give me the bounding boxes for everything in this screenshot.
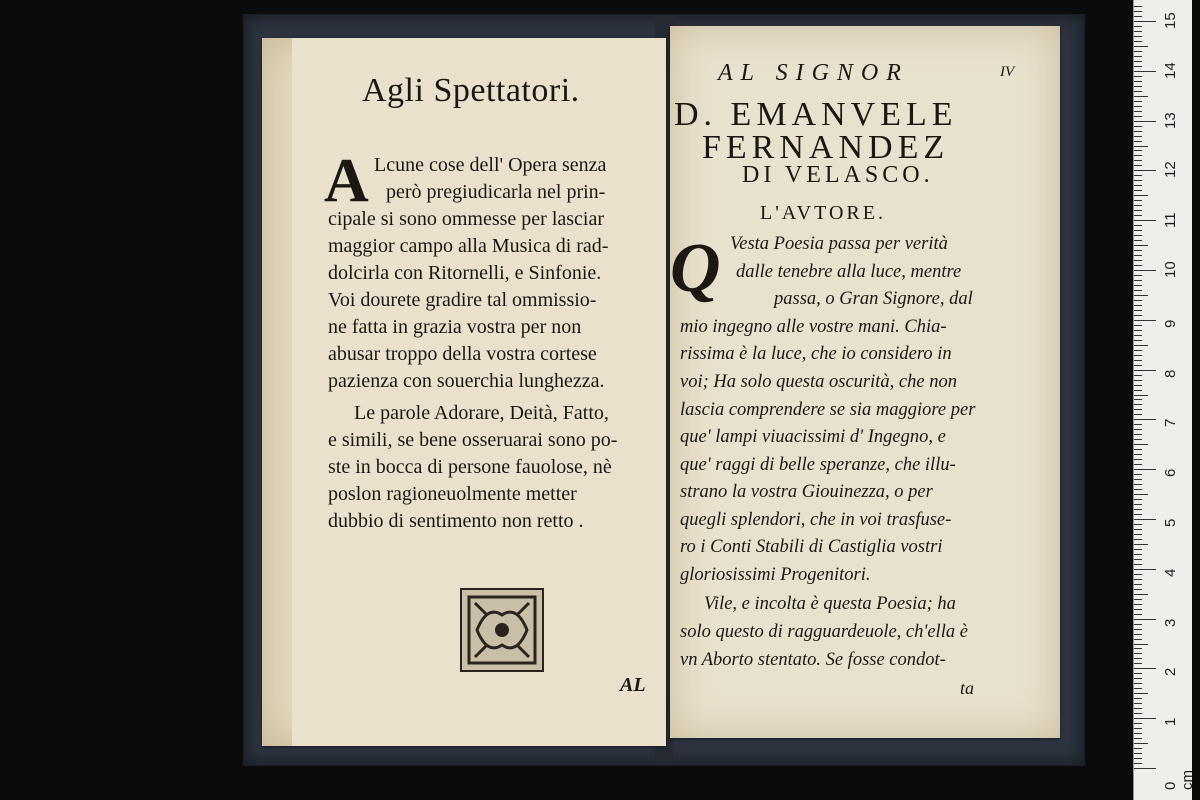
ruler-tick: [1134, 260, 1142, 261]
ruler-tick: [1134, 619, 1156, 620]
ruler-tick: [1134, 61, 1142, 62]
ruler-tick: [1134, 305, 1142, 306]
left-line: dolcirla con Ritornelli, e Sinfonie.: [328, 262, 602, 284]
left-line: abusar troppo della vostra cortese: [328, 343, 597, 365]
right-line: passa, o Gran Signore, dal: [774, 289, 973, 309]
ruler-tick: [1134, 91, 1142, 92]
ruler-tick: [1134, 96, 1148, 97]
ruler-label: 6: [1162, 468, 1179, 478]
ruler-tick: [1134, 320, 1156, 321]
ruler-tick: [1134, 185, 1142, 186]
ruler-tick: [1134, 76, 1142, 77]
ruler-tick: [1134, 155, 1142, 156]
ruler-tick: [1134, 524, 1142, 525]
ruler-label: 4: [1162, 568, 1179, 577]
ruler-tick: [1134, 126, 1142, 127]
ruler-tick: [1134, 150, 1142, 151]
ruler-tick: [1134, 170, 1156, 171]
ruler-tick: [1134, 743, 1148, 744]
right-line: quegli splendori, che in voi trasfuse-: [680, 510, 952, 530]
ruler-tick: [1134, 86, 1142, 87]
ruler-tick: [1134, 315, 1142, 316]
ruler-tick: [1134, 190, 1142, 191]
left-page: [262, 38, 666, 746]
ruler-tick: [1134, 101, 1142, 102]
ruler-tick: [1134, 365, 1142, 366]
ruler-tick: [1134, 11, 1142, 12]
ruler-tick: [1134, 81, 1142, 82]
right-line: solo questo di ragguardeuole, ch'ella è: [680, 622, 968, 642]
ruler-tick: [1134, 180, 1142, 181]
ruler-tick: [1134, 474, 1142, 475]
ruler-tick: [1134, 479, 1142, 480]
left-line: e simili, se bene osseruarai sono po-: [328, 429, 618, 451]
ruler-tick: [1134, 634, 1142, 635]
ruler-tick: [1134, 355, 1142, 356]
ruler-tick: [1134, 564, 1142, 565]
ruler-tick: [1134, 494, 1148, 495]
ruler-tick: [1134, 325, 1142, 326]
ruler-tick: [1134, 66, 1142, 67]
ruler-tick: [1134, 175, 1142, 176]
ruler-tick: [1134, 390, 1142, 391]
ruler-tick: [1134, 584, 1142, 585]
ruler-tick: [1134, 484, 1142, 485]
ruler-tick: [1134, 414, 1142, 415]
ruler-tick: [1134, 639, 1142, 640]
ruler-tick: [1134, 205, 1142, 206]
right-line: dalle tenebre alla luce, mentre: [736, 262, 962, 282]
ruler-tick: [1134, 116, 1142, 117]
right-line: que' raggi di belle speranze, che illu-: [680, 455, 956, 475]
ruler-tick: [1134, 215, 1142, 216]
ruler-tick: [1134, 539, 1142, 540]
ruler-tick: [1134, 225, 1142, 226]
ruler-tick: [1134, 220, 1156, 221]
ruler-tick: [1134, 235, 1142, 236]
ruler-tick: [1134, 768, 1156, 769]
left-page-heading: Agli Spettatori.: [362, 72, 580, 109]
right-line: lascia comprendere se sia maggiore per: [680, 400, 976, 420]
left-line: Voi dourete gradire tal ommissio-: [328, 289, 597, 311]
ruler-tick: [1134, 345, 1148, 346]
ruler-tick: [1134, 733, 1142, 734]
left-line: Lcune cose dell' Opera senza: [374, 154, 607, 176]
ruler-tick: [1134, 763, 1142, 764]
left-line: Le parole Adorare, Deità, Fatto,: [354, 402, 609, 424]
ruler-tick: [1134, 688, 1142, 689]
ruler-tick: [1134, 629, 1142, 630]
ruler-tick: [1134, 16, 1142, 17]
ruler-tick: [1134, 534, 1142, 535]
ruler-tick: [1134, 668, 1156, 669]
left-line: maggior campo alla Musica di rad-: [328, 235, 609, 257]
ruler-label: 9: [1162, 319, 1179, 328]
right-line: Vesta Poesia passa per verità: [730, 234, 948, 254]
ruler-tick: [1134, 614, 1142, 615]
ruler-tick: [1134, 469, 1156, 470]
right-line: vn Aborto stentato. Se fosse condot-: [680, 650, 946, 670]
left-line: pazienza con souerchia lunghezza.: [328, 370, 605, 392]
dedication-title-line: DI VELASCO.: [742, 162, 934, 188]
ruler-tick: [1134, 594, 1148, 595]
ruler-tick: [1134, 703, 1142, 704]
right-catchword: ta: [960, 678, 975, 698]
ruler-tick: [1134, 424, 1142, 425]
left-line: ste in bocca di persone fauolose, nè: [328, 456, 612, 478]
ruler-tick: [1134, 589, 1142, 590]
right-line: voi; Ha solo questa oscurità, che non: [680, 372, 957, 392]
ruler-tick: [1134, 489, 1142, 490]
ruler-tick: [1134, 335, 1142, 336]
ruler-tick: [1134, 385, 1142, 386]
ruler-tick: [1134, 678, 1142, 679]
ruler-tick: [1134, 579, 1142, 580]
ruler-tick: [1134, 21, 1156, 22]
left-line: dubbio di sentimento non retto .: [328, 510, 584, 532]
ruler-tick: [1134, 519, 1156, 520]
dedication-title-line: FERNANDEZ: [702, 129, 950, 166]
ruler-label: 12: [1162, 161, 1179, 179]
left-line: poslon ragioneuolmente metter: [328, 483, 577, 505]
right-line: strano la vostra Giouinezza, o per: [680, 482, 933, 502]
left-line: cipale si sono ommesse per lasciar: [328, 208, 605, 230]
ruler-tick: [1134, 310, 1142, 311]
ruler-tick: [1134, 499, 1142, 500]
ruler-tick: [1134, 718, 1156, 719]
ruler-tick: [1134, 146, 1148, 147]
right-drop-cap: Q: [670, 230, 721, 307]
ruler-tick: [1134, 693, 1148, 694]
ruler-tick: [1134, 653, 1142, 654]
left-drop-cap: A: [324, 147, 369, 215]
ruler-tick: [1134, 758, 1142, 759]
ruler-tick: [1134, 449, 1142, 450]
ruler-tick: [1134, 459, 1142, 460]
ruler-label: 11: [1162, 212, 1179, 229]
ruler-tick: [1134, 648, 1142, 649]
dedication-title-line: D. EMANVELE: [674, 96, 958, 133]
ruler-tick: [1134, 658, 1142, 659]
ruler-tick: [1134, 419, 1156, 420]
right-line: rissima è la luce, che io considero in: [680, 344, 952, 364]
ruler-tick: [1134, 250, 1142, 251]
ruler-label: 7: [1162, 419, 1179, 428]
ruler-tick: [1134, 464, 1142, 465]
ruler-tick: [1134, 36, 1142, 37]
ruler-tick: [1134, 370, 1156, 371]
ruler-tick: [1134, 330, 1142, 331]
ruler-tick: [1134, 265, 1142, 266]
ruler-tick: [1134, 46, 1148, 47]
ruler-tick: [1134, 395, 1148, 396]
ruler-tick: [1134, 51, 1142, 52]
ruler-tick: [1134, 644, 1148, 645]
right-page: [670, 26, 1060, 738]
ruler-tick: [1134, 6, 1142, 7]
right-line: Vile, e incolta è questa Poesia; ha: [704, 594, 956, 614]
ruler-tick: [1134, 399, 1142, 400]
ruler-tick: [1134, 713, 1142, 714]
ruler-tick: [1134, 255, 1142, 256]
ruler-tick: [1134, 429, 1142, 430]
right-line: gloriosissimi Progenitori.: [680, 565, 871, 585]
ruler-tick: [1134, 753, 1142, 754]
ruler-tick: [1134, 698, 1142, 699]
ruler-tick: [1134, 160, 1142, 161]
ruler-tick: [1134, 673, 1142, 674]
ruler-tick: [1134, 683, 1142, 684]
ruler-tick: [1134, 738, 1142, 739]
ruler-tick: [1134, 111, 1142, 112]
printer-ornament-icon: [460, 588, 544, 672]
ruler-tick: [1134, 609, 1142, 610]
ruler-tick: [1134, 624, 1142, 625]
ruler-tick: [1134, 41, 1142, 42]
ruler-tick: [1134, 136, 1142, 137]
ruler-tick: [1134, 604, 1142, 605]
ruler-tick: [1134, 544, 1148, 545]
ruler-tick: [1134, 165, 1142, 166]
ruler-tick: [1134, 708, 1142, 709]
ruler-tick: [1134, 285, 1142, 286]
page-number: IV: [1000, 64, 1015, 80]
ruler-tick: [1134, 549, 1142, 550]
ruler-tick: [1134, 131, 1142, 132]
ruler-tick: [1134, 514, 1142, 515]
ruler-tick: [1134, 350, 1142, 351]
ruler-tick: [1134, 340, 1142, 341]
ruler-tick: [1134, 141, 1142, 142]
ruler-tick: [1134, 723, 1142, 724]
ruler-label: 14: [1162, 62, 1179, 79]
ruler-label: 13: [1162, 111, 1179, 129]
ruler-tick: [1134, 280, 1142, 281]
ruler-tick: [1134, 748, 1142, 749]
ruler-tick: [1134, 56, 1142, 57]
left-catchword: AL: [620, 674, 646, 696]
dedication-title-line: AL SIGNOR: [718, 60, 909, 86]
ruler-tick: [1134, 509, 1142, 510]
ruler-tick: [1134, 290, 1142, 291]
ruler-tick: [1134, 275, 1142, 276]
ruler-tick: [1134, 554, 1142, 555]
ruler-tick: [1134, 444, 1148, 445]
ruler-tick: [1134, 409, 1142, 410]
ruler-tick: [1134, 663, 1142, 664]
ruler-label: 0 cm: [1162, 770, 1196, 790]
ruler-tick: [1134, 300, 1142, 301]
ruler-label: 3: [1162, 618, 1179, 627]
ruler-tick: [1134, 245, 1148, 246]
ruler-tick: [1134, 569, 1156, 570]
ruler-label: 5: [1162, 518, 1179, 527]
ruler-tick: [1134, 529, 1142, 530]
ruler-tick: [1134, 380, 1142, 381]
ruler-label: 2: [1162, 668, 1179, 677]
ruler-tick: [1134, 106, 1142, 107]
ruler-tick: [1134, 375, 1142, 376]
ruler-label: 8: [1162, 369, 1179, 378]
ruler-tick: [1134, 504, 1142, 505]
ruler-label: 1: [1162, 717, 1179, 727]
ruler-tick: [1134, 31, 1142, 32]
ruler-tick: [1134, 454, 1142, 455]
left-line: ne fatta in grazia vostra per non: [328, 316, 582, 338]
author-heading: L'AVTORE.: [760, 202, 886, 224]
ruler-tick: [1134, 195, 1148, 196]
ruler-tick: [1134, 230, 1142, 231]
ruler-tick: [1134, 270, 1156, 271]
right-line: ro i Conti Stabili di Castiglia vostri: [680, 537, 943, 557]
ruler-label: 10: [1162, 261, 1179, 278]
ruler-tick: [1134, 599, 1142, 600]
ruler-tick: [1134, 121, 1156, 122]
ruler-tick: [1134, 728, 1142, 729]
measurement-ruler: [1133, 0, 1196, 800]
ruler-tick: [1134, 434, 1142, 435]
right-line: mio ingegno alle vostre mani. Chia-: [680, 317, 947, 337]
ruler-tick: [1134, 240, 1142, 241]
ruler-label: 15: [1162, 12, 1179, 29]
ruler-tick: [1134, 26, 1142, 27]
ruler-tick: [1134, 439, 1142, 440]
ruler-tick: [1134, 360, 1142, 361]
right-line: que' lampi viuacissimi d' Ingegno, e: [680, 427, 946, 447]
ruler-tick: [1134, 210, 1142, 211]
left-line: però pregiudicarla nel prin-: [386, 181, 606, 203]
ruler-tick: [1134, 200, 1142, 201]
ruler-tick: [1134, 559, 1142, 560]
ruler-tick: [1134, 404, 1142, 405]
ruler-tick: [1134, 574, 1142, 575]
ruler-tick: [1134, 295, 1148, 296]
ruler-tick: [1134, 71, 1156, 72]
